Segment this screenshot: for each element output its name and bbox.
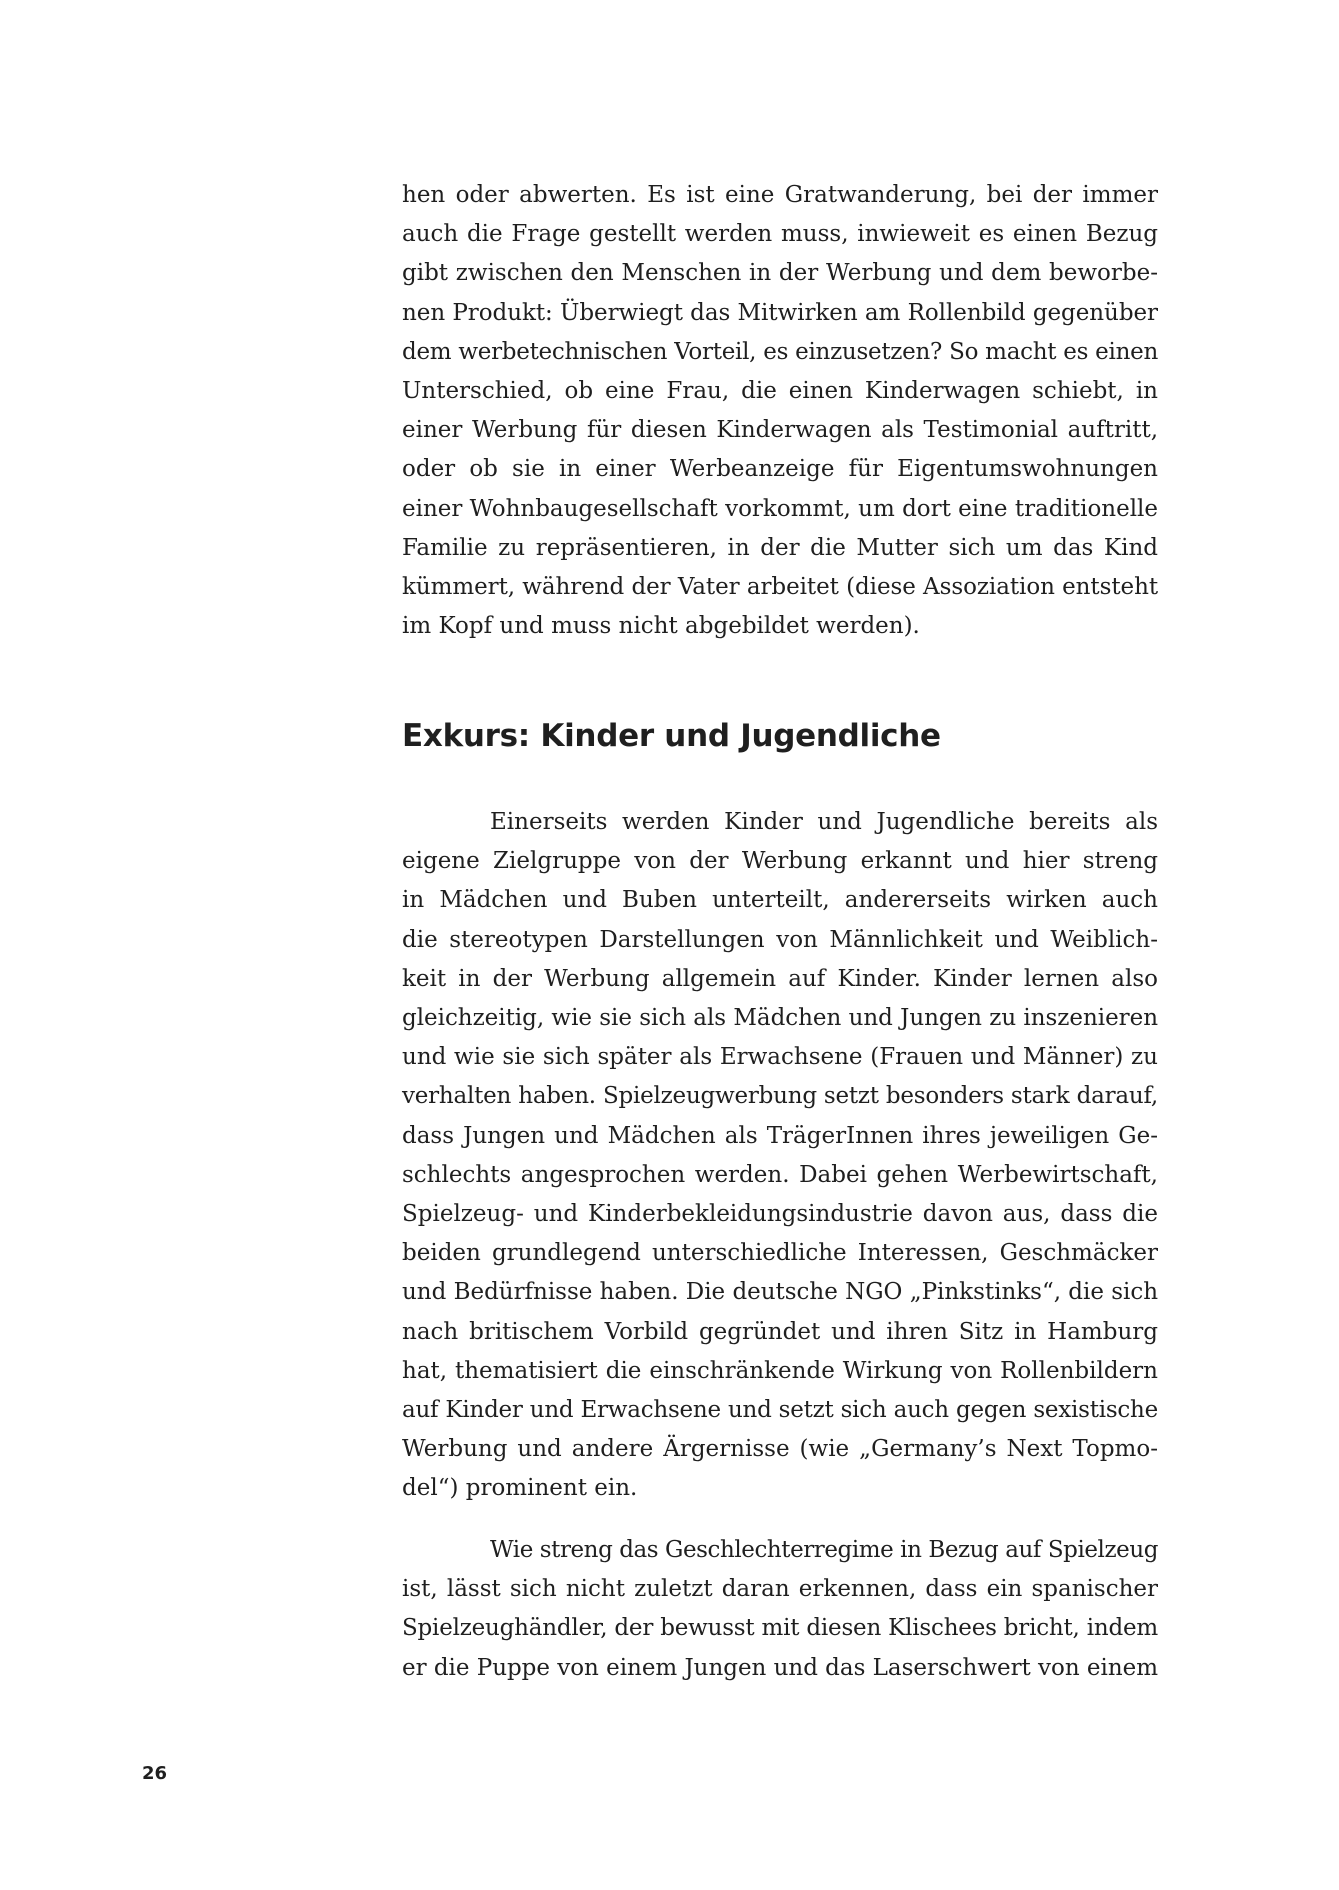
text-line: Familie zu repräsentieren, in der die Mutter sich um das Kind xyxy=(402,534,1158,561)
text-line: in Mädchen und Buben unterteilt, andererseits wirken auch xyxy=(402,887,1158,914)
text-line: Spielzeughändler, der bewusst mit diesen Klischees bricht, indem xyxy=(402,1615,1159,1642)
text-line: im Kopf und muss nicht abgebildet werden). xyxy=(402,613,920,640)
text-line: Einerseits werden Kinder und Jugendliche bereits als xyxy=(490,809,1158,835)
text-line: einer Wohnbaugesellschaft vorkommt, um dort eine traditionelle xyxy=(402,495,1159,522)
text-line: er die Puppe von einem Jungen und das Laserschwert von einem xyxy=(402,1654,1158,1681)
text-line: die stereotypen Darstellungen von Männlichkeit und Weiblich- xyxy=(402,926,1158,953)
text-line: gibt zwischen den Menschen in der Werbung und dem beworbe- xyxy=(402,260,1158,287)
text-line: gleichzeitig, wie sie sich als Mädchen und Jungen zu inszenieren xyxy=(402,1005,1159,1032)
text-line: auf Kinder und Erwachsene und setzt sich auch gegen sexistische xyxy=(402,1397,1159,1424)
text-line: Wie streng das Geschlechterregime in Bezug auf Spielzeug xyxy=(490,1537,1158,1563)
page-number: 26 xyxy=(142,1763,168,1784)
text-line: nach britischem Vorbild gegründet und ihren Sitz in Hamburg xyxy=(402,1318,1158,1345)
text-line: hat, thematisiert die einschränkende Wirkung von Rollenbildern xyxy=(402,1357,1158,1384)
text-line: beiden grundlegend unterschiedliche Interessen, Geschmäcker xyxy=(402,1240,1158,1267)
text-line: verhalten haben. Spielzeugwerbung setzt besonders stark darauf, xyxy=(402,1083,1158,1110)
text-line: und Bedürfnisse haben. Die deutsche NGO „Pinkstinks“, die sich xyxy=(402,1279,1158,1306)
text-line: einer Werbung für diesen Kinderwagen als Testimonial auftritt, xyxy=(402,417,1158,444)
paragraph-2 xyxy=(402,803,1158,1509)
text-line: oder ob sie in einer Werbeanzeige für Eigentumswohnungen xyxy=(402,456,1158,483)
paragraph-3 xyxy=(402,1531,1158,1688)
text-line: dem werbetechnischen Vorteil, es einzusetzen? So macht es einen xyxy=(402,338,1159,365)
text-line: schlechts angesprochen werden. Dabei gehen Werbewirtschaft, xyxy=(402,1161,1158,1188)
text-line: ist, lässt sich nicht zuletzt daran erkennen, dass ein spanischer xyxy=(402,1576,1158,1603)
text-line: auch die Frage gestellt werden muss, inwieweit es einen Bezug xyxy=(402,221,1158,248)
text-line: eigene Zielgruppe von der Werbung erkannt und hier streng xyxy=(402,848,1158,875)
text-line: Spielzeug- und Kinderbekleidungsindustrie davon aus, dass die xyxy=(402,1201,1158,1228)
text-line: keit in der Werbung allgemein auf Kinder. Kinder lernen also xyxy=(402,965,1158,992)
text-line: del“) prominent ein. xyxy=(402,1475,638,1502)
text-line: Werbung und andere Ärgernisse (wie „Germany’s Next Topmo- xyxy=(402,1436,1158,1463)
paragraph-1 xyxy=(402,176,1158,646)
text-line: und wie sie sich später als Erwachsene (Frauen und Männer) zu xyxy=(402,1044,1158,1071)
text-line: hen oder abwerten. Es ist eine Gratwanderung, bei der immer xyxy=(402,182,1158,208)
text-line: kümmert, während der Vater arbeitet (diese Assoziation entsteht xyxy=(402,574,1159,601)
text-line: dass Jungen und Mädchen als TrägerInnen ihres jeweiligen Ge- xyxy=(402,1122,1158,1149)
text-line: nen Produkt: Überwiegt das Mitwirken am Rollenbild gegenüber xyxy=(402,299,1158,326)
text-line: Unterschied, ob eine Frau, die einen Kinderwagen schiebt, in xyxy=(402,378,1158,405)
section-heading: Exkurs: Kinder und Jugendliche xyxy=(402,718,941,754)
